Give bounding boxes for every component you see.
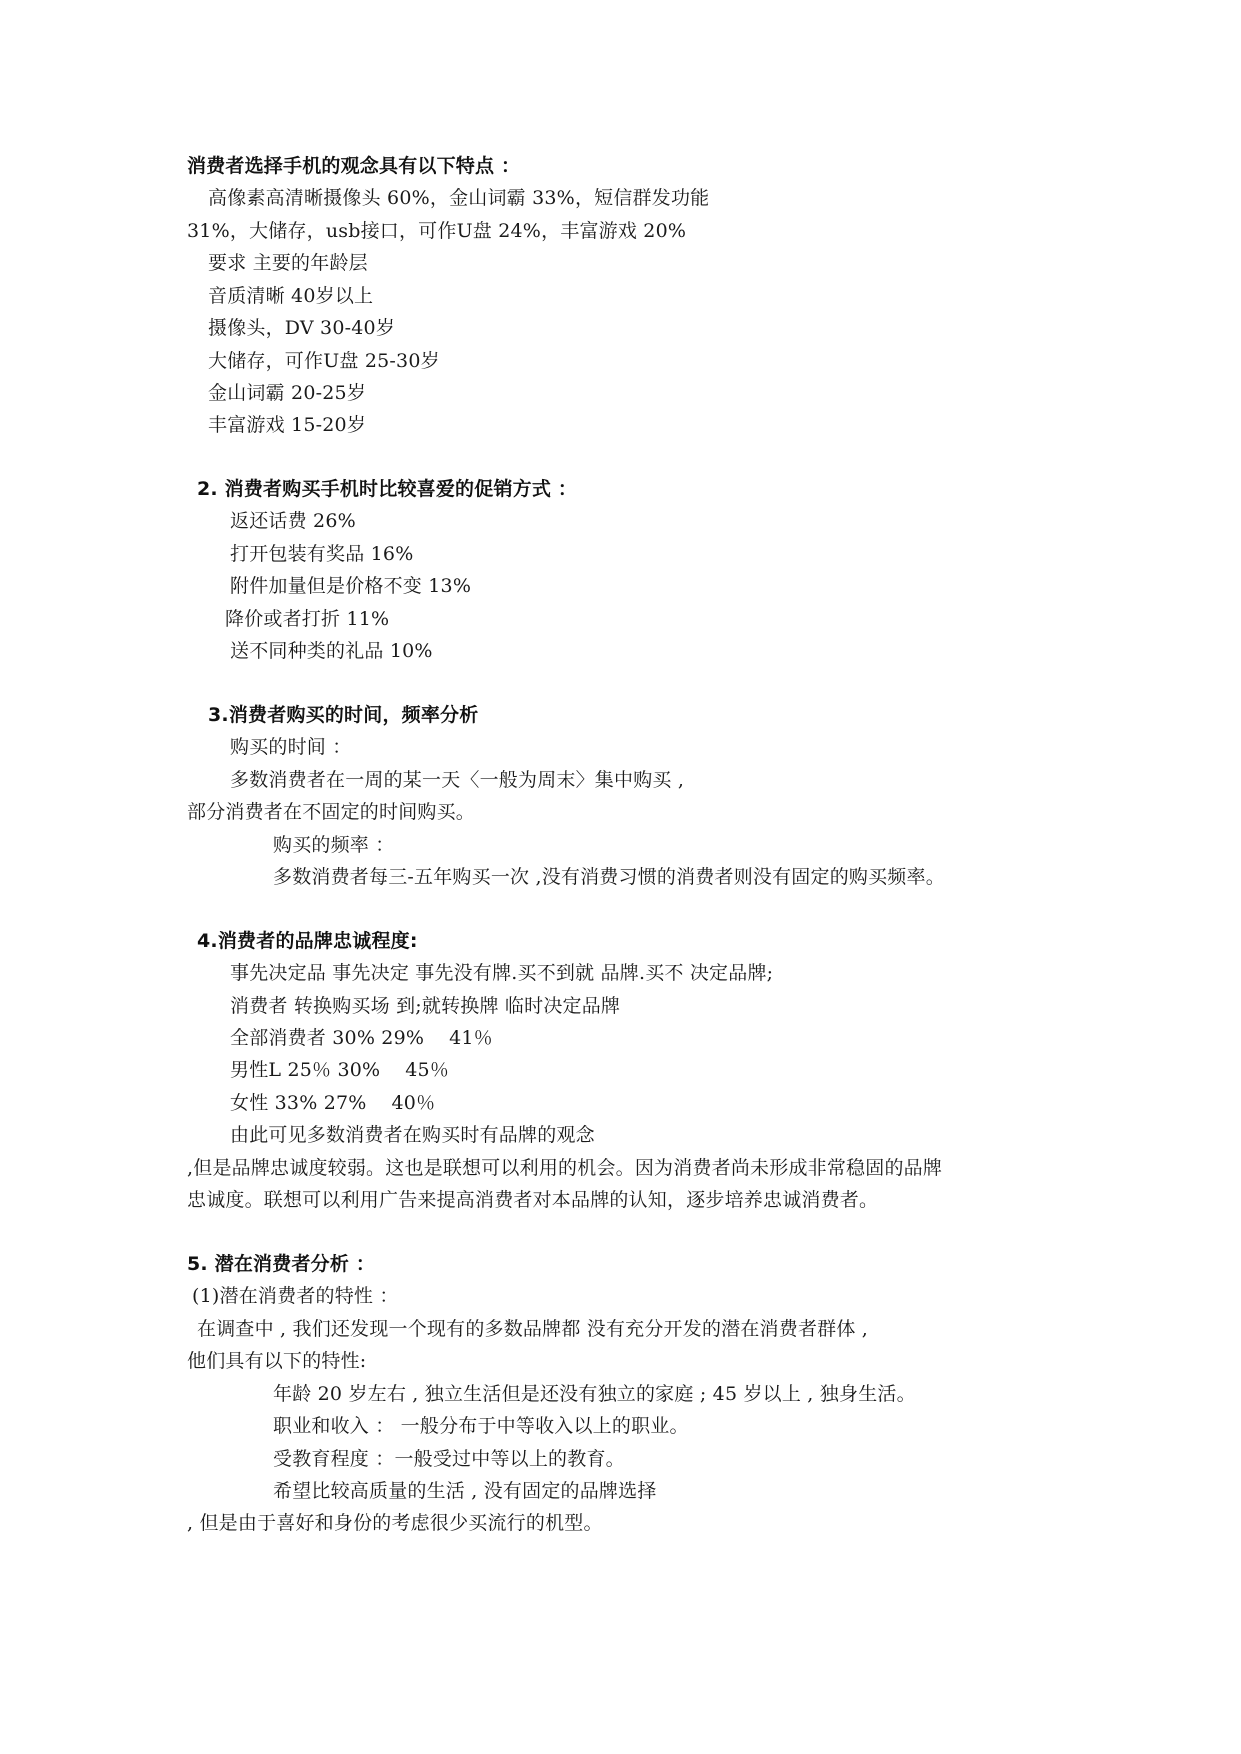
text-line: 女性 33% 27% 40％ [230,1092,436,1114]
text-line: 男性L 25％ 30% 45％ [230,1059,450,1081]
text-line: 要求 主要的年龄层 [208,252,368,274]
text-line: 部分消费者在不固定的时间购买。 [187,801,476,823]
text-line: 音质清晰 40岁以上 [208,285,374,307]
text-line: 消费者 转换购买场 到;就转换牌 临时决定品牌 [230,995,621,1017]
text-line: 返还话费 26% [230,510,356,532]
text-line: 由此可见多数消费者在购买时有品牌的观念 [230,1124,595,1146]
text-line: 希望比较高质量的生活 , 没有固定的品牌选择 [273,1480,657,1502]
text-line: , 但是由于喜好和身份的考虑很少买流行的机型。 [187,1512,603,1534]
text-line: 高像素高清晰摄像头 60%，金山词霸 33%，短信群发功能 [208,187,710,209]
section-heading: 2. 消费者购买手机时比较喜爱的促销方式 ： [197,478,578,500]
text-line: 年龄 20 岁左右 , 独立生活但是还没有独立的家庭 ; 45 岁以上 , 独身生活。 [273,1383,916,1405]
text-line: (1)潜在消费者的特性 ： [192,1285,399,1307]
text-line: 金山词霸 20-25岁 [208,382,367,404]
text-line: 他们具有以下的特性: [187,1350,367,1372]
section-heading: 5. 潜在消费者分析 ： [187,1253,376,1275]
text-line: 多数消费者在一周的某一天〈一般为周末〉集中购买 , [230,769,685,791]
text-line: 送不同种类的礼品 10% [230,640,433,662]
section-heading: 消费者选择手机的观念具有以下特点 ： [187,155,521,177]
text-line: 多数消费者每三-五年购买一次 ,没有消费习惯的消费者则没有固定的购买频率。 [273,866,945,888]
text-line: 全部消费者 30% 29% 41％ [230,1027,493,1049]
text-line: 受教育程度 ：一般受过中等以上的教育。 [273,1448,625,1470]
section-heading: 3.消费者购买的时间，频率分析 [208,704,479,726]
text-line: 摄像头，DV 30-40岁 [208,317,396,339]
text-line: 购买的频率 ： [273,834,395,856]
text-line: 丰富游戏 15-20岁 [208,414,367,436]
text-line: 忠诚度。联想可以利用广告来提高消费者对本品牌的认知，逐步培养忠诚消费者。 [187,1189,879,1211]
text-line: 大储存，可作U盘 25-30岁 [208,350,440,372]
text-line: 在调查中 , 我们还发现一个现有的多数品牌都 没有充分开发的潜在消费者群体 , [197,1318,869,1340]
text-line: 打开包装有奖品 16% [230,543,414,565]
text-line: 事先决定品 事先决定 事先没有牌.买不到就 品牌.买不 决定品牌; [230,962,774,984]
text-line: 降价或者打折 11% [225,608,390,630]
text-line: 购买的时间 ： [230,736,352,758]
text-line: 附件加量但是价格不变 13% [230,575,472,597]
text-line: ,但是品牌忠诚度较弱。这也是联想可以利用的机会。因为消费者尚未形成非常稳固的品牌 [187,1157,943,1179]
text-line: 职业和收入 ： 一般分布于中等收入以上的职业。 [273,1415,689,1437]
section-heading: 4.消费者的品牌忠诚程度: [197,930,418,952]
text-line: 31%，大储存，usb接口，可作U盘 24%，丰富游戏 20% [187,220,687,242]
